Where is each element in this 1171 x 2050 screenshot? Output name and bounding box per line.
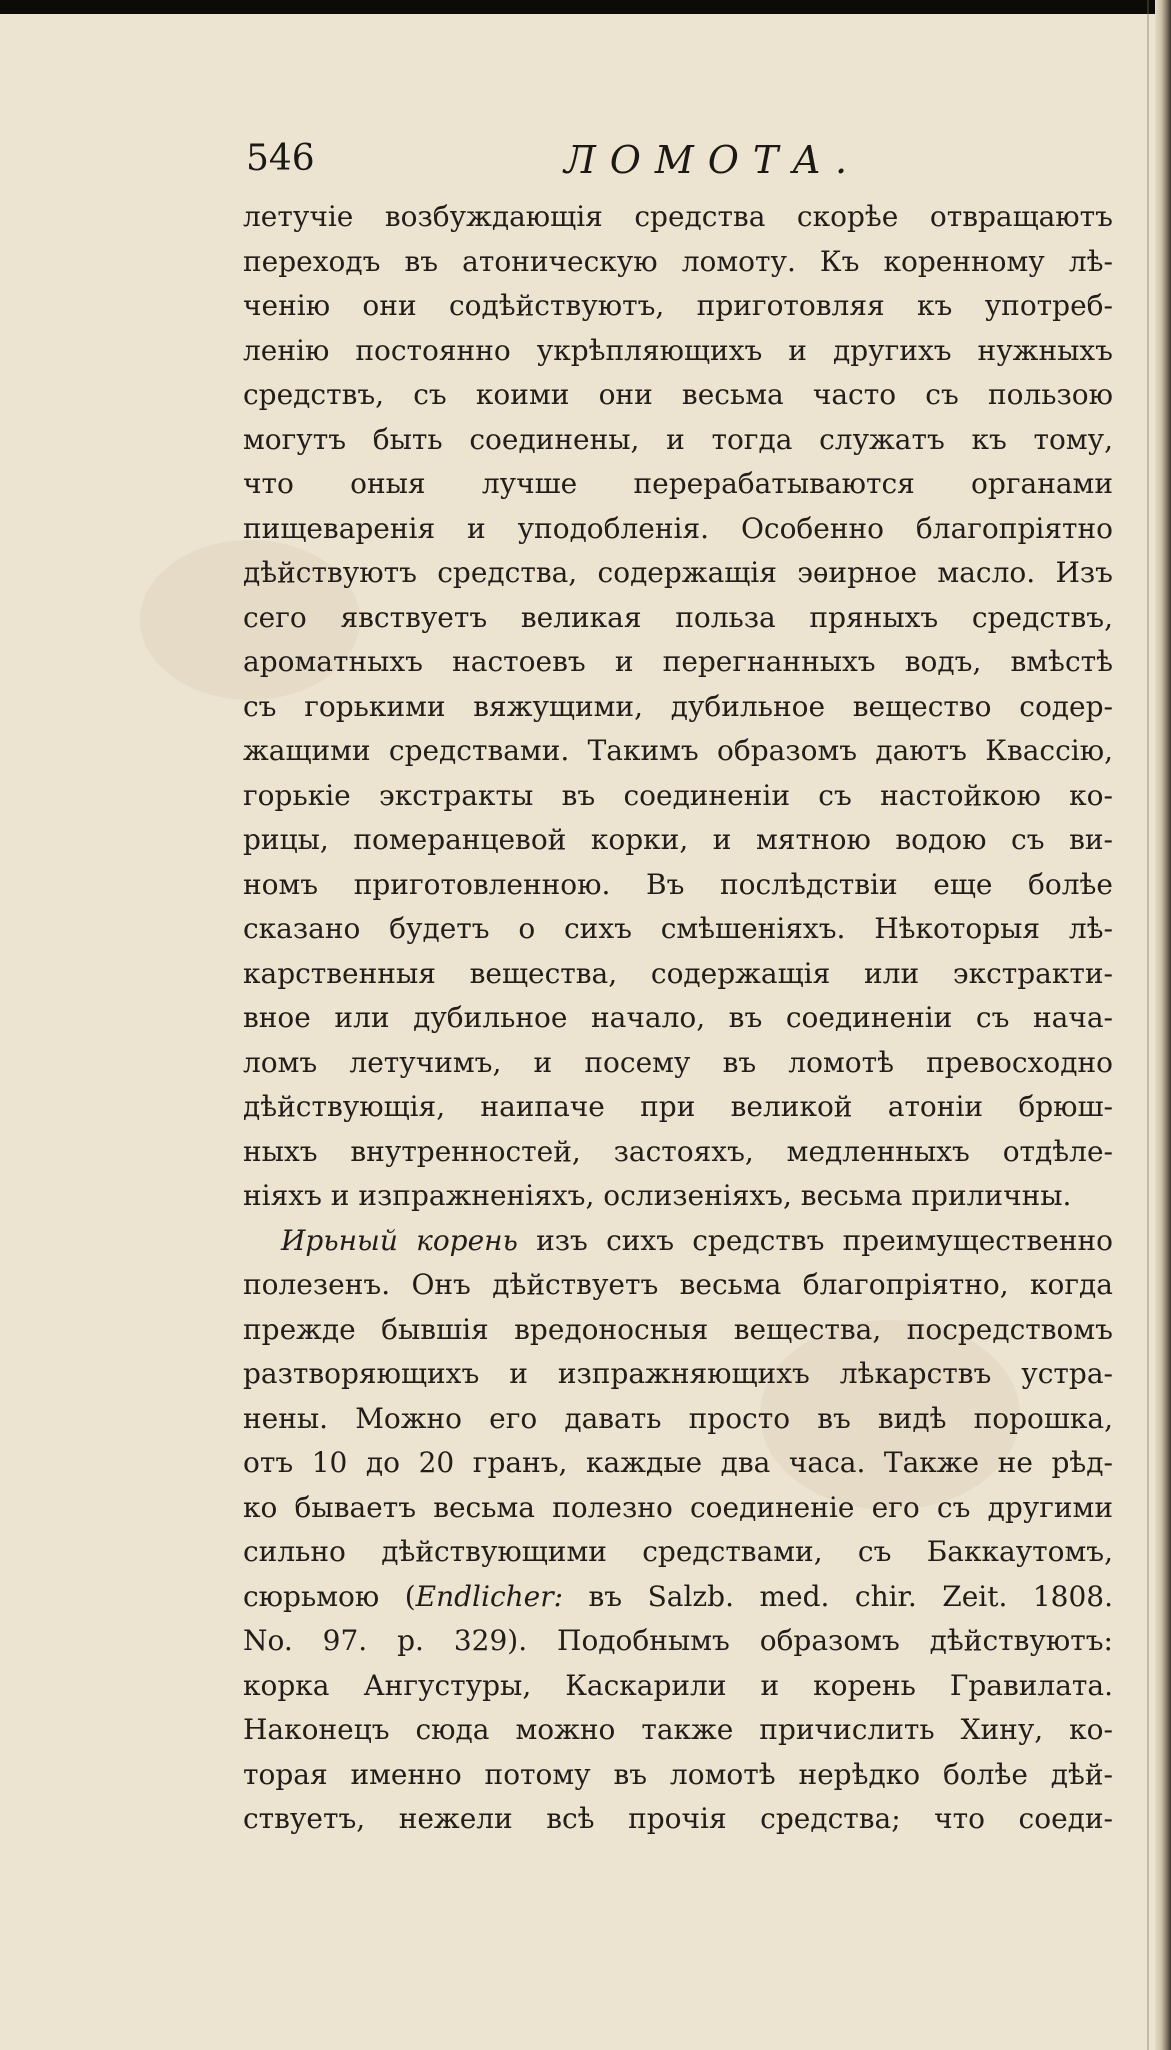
text-line: торая именно потому въ ломотѣ нерѣдко болѣе дѣй- [243,1757,1113,1791]
text-line: съ горькими вяжущими, дубильное вещество содер- [243,689,1113,723]
text-line: нены. Можно его давать просто въ видѣ порошка, [243,1401,1113,1435]
running-title: ЛОМОТА. [564,138,862,182]
text-line: отъ 10 до 20 гранъ, каждые два часа. Также не рѣд- [243,1446,1113,1479]
italic-term: Ирьный корень [281,1223,518,1257]
text-line: пищеваренія и уподобленія. Особенно благопріятно [243,511,1113,545]
page-binding-edge [1155,0,1171,2050]
text-line: карственныя вещества, содержащія или экстракти- [243,956,1113,990]
text-line: корка Ангустуры, Каскарили и корень Гравилата. [243,1668,1113,1702]
text-line: рицы, померанцевой корки, и мятною водою съ ви- [243,823,1113,856]
text-span: въ Salzb. med. chir. Zeit. 1808. [588,1579,1113,1613]
text-line: номъ приготовленною. Въ послѣдствіи еще болѣе [243,867,1113,901]
text-line: вное или дубильное начало, въ соединеніи съ нача- [243,1001,1113,1034]
text-span: сюрьмою ( [243,1579,416,1613]
text-line: что оныя лучше перерабатываются органами [243,467,1113,500]
citation-author: Endlicher: [415,1579,564,1613]
text-line: могутъ быть соединены, и тогда служатъ къ тому, [243,422,1113,456]
text-line: ныхъ внутренностей, застояхъ, медленныхъ отдѣле- [243,1134,1113,1168]
paragraph-start-line [243,1219,1113,1264]
text-line: ко бываетъ весьма полезно соединеніе его съ другими [243,1490,1113,1524]
text-span: изъ сихъ средствъ преимущественно [536,1223,1113,1257]
text-line: дѣйствующія, наипаче при великой атоніи брюш- [243,1090,1113,1123]
citation-line [243,1575,1113,1620]
text-line: ломъ летучимъ, и посему въ ломотѣ превосходно [243,1045,1113,1079]
text-line: переходъ въ атоническую ломоту. Къ коренному лѣ- [243,244,1113,278]
text-line: средствъ, съ коими они весьма часто съ пользою [243,378,1113,411]
page-fold-line [1147,0,1149,2050]
text-line: сего явствуетъ великая польза пряныхъ средствъ, [243,600,1113,634]
body-text [243,195,1113,1842]
page-header [246,138,866,182]
text-line: ленію постоянно укрѣпляющихъ и другихъ нужныхъ [243,333,1113,367]
text-line: ствуетъ, нежели всѣ прочія средства; что соеди- [243,1802,1113,1835]
text-line: жащими средствами. Такимъ образомъ даютъ Квассію, [243,734,1113,767]
text-line: No. 97. p. 329). Подобнымъ образомъ дѣйствуютъ: [243,1624,1113,1657]
page-number: 546 [246,138,315,179]
text-line: сказано будетъ о сихъ смѣшеніяхъ. Нѣкоторыя лѣ- [243,912,1113,945]
text-line: сильно дѣйствующими средствами, съ Баккаутомъ, [243,1535,1113,1568]
text-line: разтворяющихъ и изпражняющихъ лѣкарствъ устра- [243,1357,1113,1390]
text-line: горькіе экстракты въ соединеніи съ настойкою ко- [243,778,1113,812]
text-line: летучіе возбуждающія средства скорѣе отвращаютъ [243,200,1113,233]
text-line: прежде бывшія вредоносныя вещества, посредствомъ [243,1312,1113,1346]
text-line: Наконецъ сюда можно также причислить Хину, ко- [243,1713,1113,1746]
text-line: ніяхъ и изпражненіяхъ, ослизеніяхъ, весьма приличны. [243,1179,1072,1212]
text-line: дѣйствуютъ средства, содержащія эѳирное масло. Изъ [243,556,1113,589]
scan-top-edge [0,0,1171,14]
text-line: ароматныхъ настоевъ и перегнанныхъ водъ, вмѣстѣ [243,645,1113,678]
text-line: ченію они содѣйствуютъ, приготовляя къ употреб- [243,289,1113,322]
text-line: полезенъ. Онъ дѣйствуетъ весьма благопріятно, когда [243,1268,1113,1301]
